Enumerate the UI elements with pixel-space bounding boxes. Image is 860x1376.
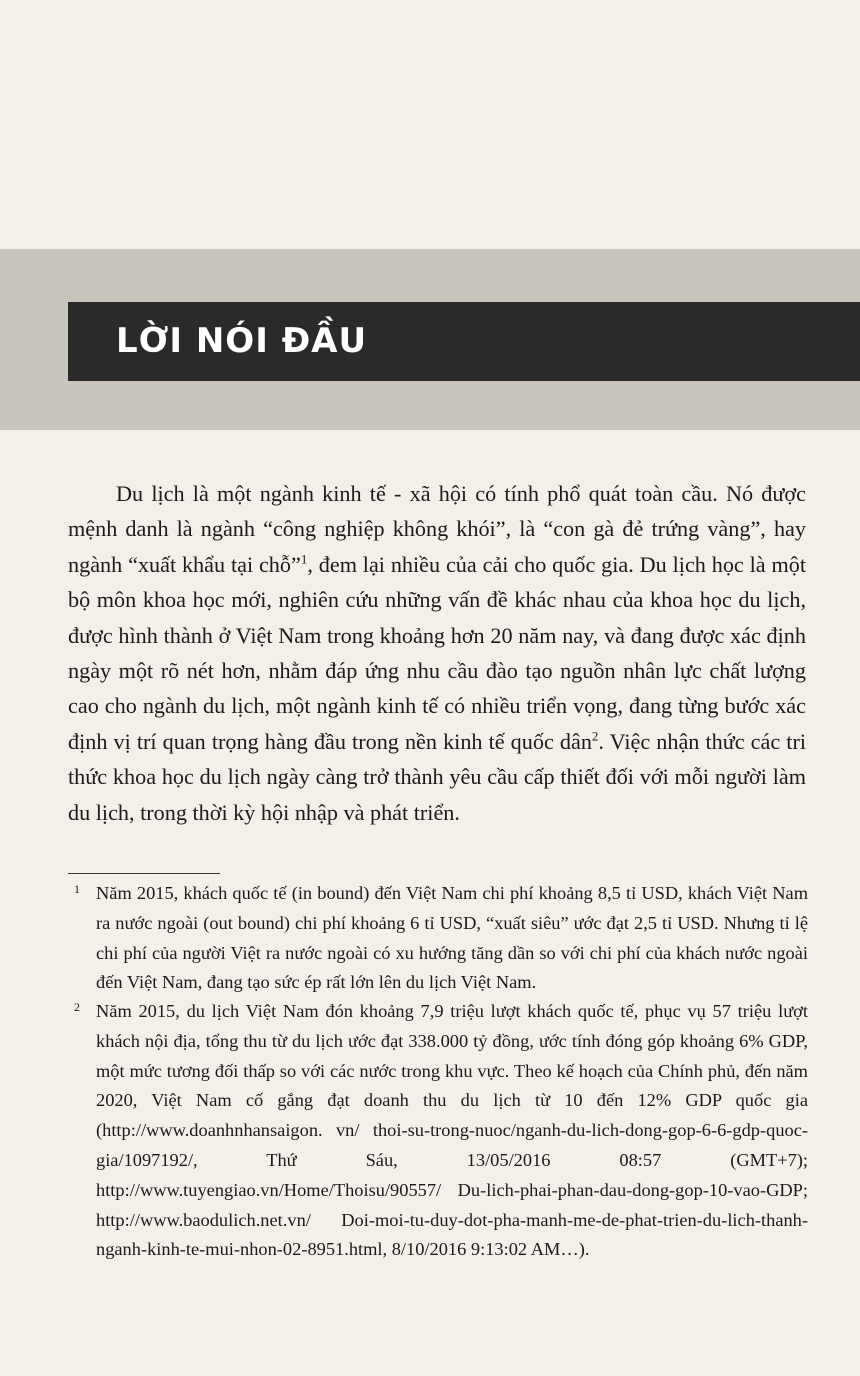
footnote-2	[74, 997, 808, 1265]
paragraph-text-1: Du lịch là một ngành kinh tế - xã hội có tính phổ quát toàn cầu. Nó được mệnh danh là ngành “công nghiệp không khói”, là “con gà đẻ trứng vàng”, hay ngành “xuất khẩu tại chỗ”	[68, 481, 806, 577]
paragraph-text-2: , đem lại nhiều của cải cho quốc gia. Du lịch học là một bộ môn khoa học mới, nghiên cứu những vấn đề khác nhau của khoa học du lịch, được hình thành ở Việt Nam trong khoảng hơn 20 năm nay, và đang được xác định ngày một rõ nét hơn, nhằm đáp ứng nhu cầu đào tạo nguồn nhân lực chất lượng cao cho ngành du lịch, một ngành kinh tế có nhiều triển vọng, đang từng bước xác định vị trí quan trọng hàng đầu trong nền kinh tế quốc dân	[68, 551, 806, 754]
footnote-number-2: 2	[74, 1000, 80, 1014]
footnote-text-2: Năm 2015, du lịch Việt Nam đón khoảng 7,9 triệu lượt khách quốc tế, phục vụ 57 triệu lượt khách nội địa, tổng thu từ du lịch ước đạt 338.000 tỷ đồng, ước tính đóng góp khoảng 6% GDP, một mức tương đối thấp so với các nước trong khu vực. Theo kế hoạch của Chính phủ, đến năm 2020, Việt Nam cố gắng đạt doanh thu du lịch từ 10 đến 12% GDP quốc gia (http://www.doanhnhansaigon. vn/ thoi-su-trong-nuoc/nganh-du-lich-dong-gop-6-6-gdp-quoc-gia/1097192/, Thứ Sáu, 13/05/2016 08:57 (GMT+7); http://www.tuyengiao.vn/Home/Thoisu/90557/ Du-lich-phai-phan-dau-dong-gop-10-vao-GDP; http://www.baodulich.net.vn/ Doi-moi-tu-duy-dot-pha-manh-me-de-phat-trien-du-lich-thanh-nganh-kinh-te-mui-nhon-02-8951.html, 8/10/2016 9:13:02 AM…).	[96, 1001, 808, 1260]
main-paragraph	[68, 476, 806, 830]
footnote-1	[74, 879, 808, 998]
footnote-divider	[68, 873, 220, 874]
title-bar	[68, 302, 860, 381]
paragraph-text-3: . Việc nhận thức các tri thức khoa học du lịch ngày càng trở thành yêu cầu cấp thiết đối với mỗi người làm du lịch, trong thời kỳ hội nhập và phát triển.	[68, 728, 807, 825]
footnote-number-1: 1	[74, 882, 80, 896]
footnote-ref-1: 1	[300, 551, 308, 567]
page-title: LỜI NÓI ĐẦU	[116, 321, 368, 361]
footnote-text-1: Năm 2015, khách quốc tế (in bound) đến Việt Nam chi phí khoảng 8,5 tỉ USD, khách Việt Nam ra nước ngoài (out bound) chi phí khoảng 6 tỉ USD, “xuất siêu” ước đạt 2,5 tỉ USD. Nhưng tỉ lệ chi phí của người Việt ra nước ngoài có xu hướng tăng dần so với chi phí của khách nước ngoài đến Việt Nam, đang tạo sức ép rất lớn lên du lịch Việt Nam.	[96, 883, 808, 993]
footnote-ref-2: 2	[591, 728, 599, 744]
